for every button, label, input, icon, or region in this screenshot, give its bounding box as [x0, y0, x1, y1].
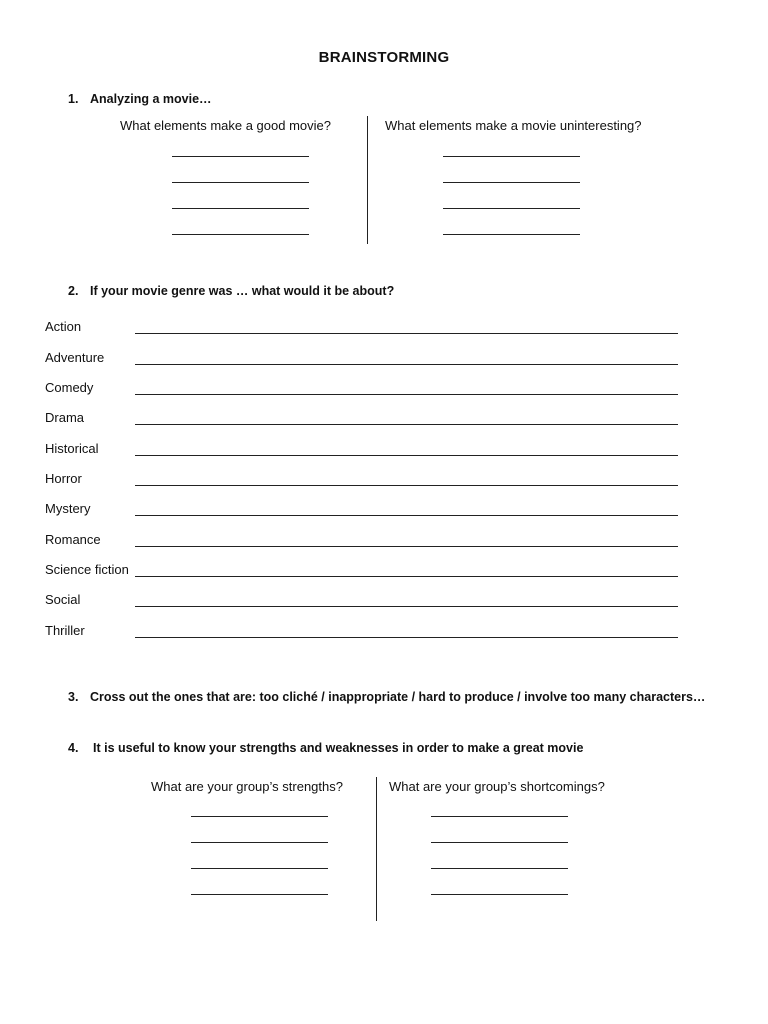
genre-answer-line[interactable]	[135, 364, 678, 365]
genre-label: Mystery	[45, 501, 91, 516]
genre-label: Comedy	[45, 380, 94, 395]
uninteresting-blank-1[interactable]	[443, 156, 580, 157]
section-1-title: Analyzing a movie…	[90, 92, 212, 106]
genre-answer-line[interactable]	[135, 485, 678, 486]
genre-answer-line[interactable]	[135, 394, 678, 395]
section-4-divider	[376, 777, 377, 921]
genre-answer-line[interactable]	[135, 576, 678, 577]
genre-label: Romance	[45, 532, 101, 547]
section-4-title: It is useful to know your strengths and weaknesses in order to make a great movie	[93, 741, 584, 755]
genre-answer-line[interactable]	[135, 606, 678, 607]
section-1-heading	[68, 92, 212, 106]
genre-answer-line[interactable]	[135, 515, 678, 516]
genre-answer-line[interactable]	[135, 455, 678, 456]
genre-row	[45, 319, 685, 339]
genre-row	[45, 471, 685, 491]
page-title: BRAINSTORMING	[318, 49, 450, 66]
uninteresting-blank-4[interactable]	[443, 234, 580, 235]
genre-row	[45, 623, 685, 643]
section-3-number: 3.	[68, 690, 79, 704]
genre-row	[45, 532, 685, 552]
genre-label: Drama	[45, 410, 85, 425]
genre-row	[45, 562, 685, 582]
genre-answer-line[interactable]	[135, 546, 678, 547]
strengths-blank-1[interactable]	[191, 816, 328, 817]
section-1-divider	[367, 116, 368, 244]
strengths-blank-3[interactable]	[191, 868, 328, 869]
shortcomings-blank-1[interactable]	[431, 816, 568, 817]
genre-row	[45, 592, 685, 612]
shortcomings-blank-2[interactable]	[431, 842, 568, 843]
shortcomings-blank-3[interactable]	[431, 868, 568, 869]
good-movie-blank-2[interactable]	[172, 182, 309, 183]
genre-row	[45, 441, 685, 461]
genre-answer-line[interactable]	[135, 424, 678, 425]
good-movie-blank-4[interactable]	[172, 234, 309, 235]
genre-row	[45, 410, 685, 430]
genre-label: Adventure	[45, 350, 105, 365]
genre-row	[45, 380, 685, 400]
shortcomings-question: What are your group’s shortcomings?	[389, 779, 605, 794]
genre-label: Thriller	[45, 623, 85, 638]
strengths-question: What are your group’s strengths?	[151, 779, 343, 794]
genre-answer-line[interactable]	[135, 637, 678, 638]
strengths-blank-2[interactable]	[191, 842, 328, 843]
genre-label: Social	[45, 592, 81, 607]
genre-row	[45, 501, 685, 521]
genre-label: Historical	[45, 441, 99, 456]
strengths-blank-4[interactable]	[191, 894, 328, 895]
uninteresting-blank-3[interactable]	[443, 208, 580, 209]
genre-answer-line[interactable]	[135, 333, 678, 334]
section-2-number: 2.	[68, 284, 79, 298]
section-1-number: 1.	[68, 92, 79, 106]
section-3-heading	[68, 690, 705, 704]
good-movie-blank-3[interactable]	[172, 208, 309, 209]
uninteresting-movie-question: What elements make a movie uninteresting?	[385, 118, 642, 133]
genre-label: Horror	[45, 471, 82, 486]
section-4-heading	[68, 741, 583, 755]
genre-label: Action	[45, 319, 82, 334]
genre-label: Science fiction	[45, 562, 129, 577]
good-movie-blank-1[interactable]	[172, 156, 309, 157]
section-4-number: 4.	[68, 741, 79, 755]
section-3-title: Cross out the ones that are: too cliché / inappropriate / hard to produce / involve too many characters…	[90, 690, 706, 704]
section-2-heading	[68, 284, 394, 298]
section-2-title: If your movie genre was … what would it be about?	[90, 284, 395, 298]
shortcomings-blank-4[interactable]	[431, 894, 568, 895]
good-movie-question: What elements make a good movie?	[120, 118, 331, 133]
uninteresting-blank-2[interactable]	[443, 182, 580, 183]
genre-row	[45, 350, 685, 370]
